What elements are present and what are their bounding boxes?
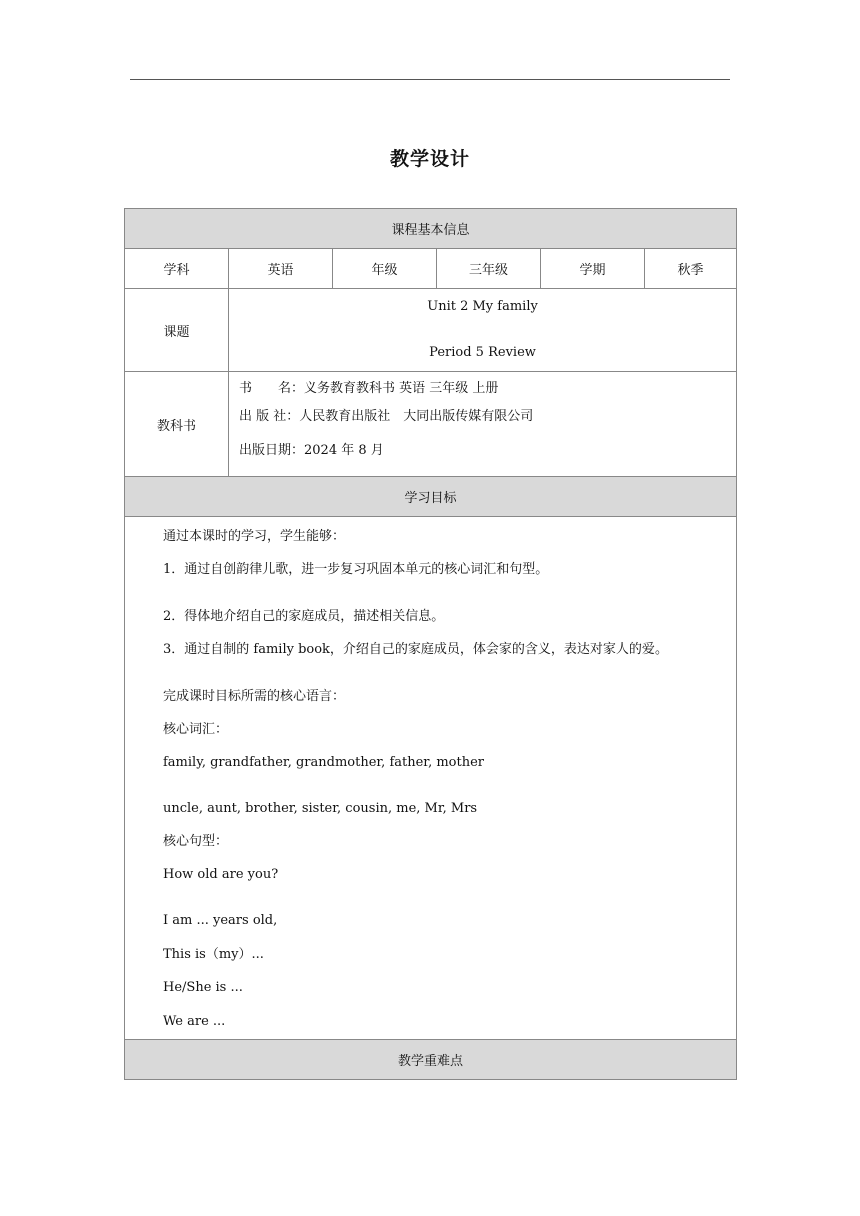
term-label: 学期: [541, 249, 645, 289]
core-vocab-line: uncle, aunt, brother, sister, cousin, me, Mr, Mrs: [163, 801, 478, 816]
textbook-publisher: 出 版 社：人民教育出版社 大同出版传媒有限公司: [239, 409, 534, 424]
textbook-label: 教科书: [125, 372, 229, 477]
section-heading-basic-info: 课程基本信息: [125, 209, 737, 249]
textbook-publish-date: 出版日期：2024 年 8 月: [239, 443, 384, 458]
grade-value: 三年级: [437, 249, 541, 289]
textbook-name: 书 名：义务教育教科书 英语 三年级 上册: [239, 381, 499, 396]
core-sentence: He/She is ...: [163, 980, 243, 995]
topic-label: 课题: [125, 289, 229, 372]
subject-value: 英语: [229, 249, 333, 289]
subject-grade-term-row: [125, 249, 737, 289]
topic-period-title: Period 5 Review: [429, 345, 536, 360]
core-sentence: We are ...: [163, 1014, 226, 1029]
topic-unit-title: Unit 2 My family: [427, 299, 538, 314]
core-sentence: I am ... years old,: [163, 913, 278, 928]
goals-row: [125, 517, 737, 1040]
topic-value: [229, 289, 737, 372]
goal-item: 2．得体地介绍自己的家庭成员，描述相关信息。: [163, 609, 445, 624]
header-rule: [130, 79, 730, 80]
textbook-row: [125, 372, 737, 477]
core-sentence: This is（my）...: [163, 947, 264, 962]
goals-intro: 通过本课时的学习，学生能够：: [163, 529, 346, 544]
difficulties-header-row: [125, 1040, 737, 1080]
core-sentence: How old are you?: [163, 867, 279, 882]
grade-label: 年级: [333, 249, 437, 289]
textbook-details: [229, 372, 737, 477]
learning-goals-content: [125, 517, 737, 1040]
goals-header-row: [125, 477, 737, 517]
term-value: 秋季: [645, 249, 737, 289]
topic-spacer: [229, 318, 736, 342]
section-heading-learning-goals: 学习目标: [125, 477, 737, 517]
topic-row: [125, 289, 737, 372]
document-title: 教学设计: [389, 148, 470, 170]
section-heading-key-difficulties: 教学重难点: [125, 1040, 737, 1080]
basic-info-header-row: [125, 209, 737, 249]
subject-label: 学科: [125, 249, 229, 289]
core-language-label: 完成课时目标所需的核心语言：: [163, 689, 346, 704]
core-sentence-label: 核心句型：: [163, 834, 229, 849]
goal-item: 1．通过自创韵律儿歌，进一步复习巩固本单元的核心词汇和句型。: [163, 562, 549, 577]
lesson-info-table: [124, 208, 737, 1080]
core-vocab-line: family, grandfather, grandmother, father, mother: [163, 755, 485, 770]
core-vocab-label: 核心词汇：: [163, 722, 229, 737]
goal-item: 3．通过自制的 family book，介绍自己的家庭成员，体会家的含义，表达对家人的爱。: [163, 642, 668, 657]
